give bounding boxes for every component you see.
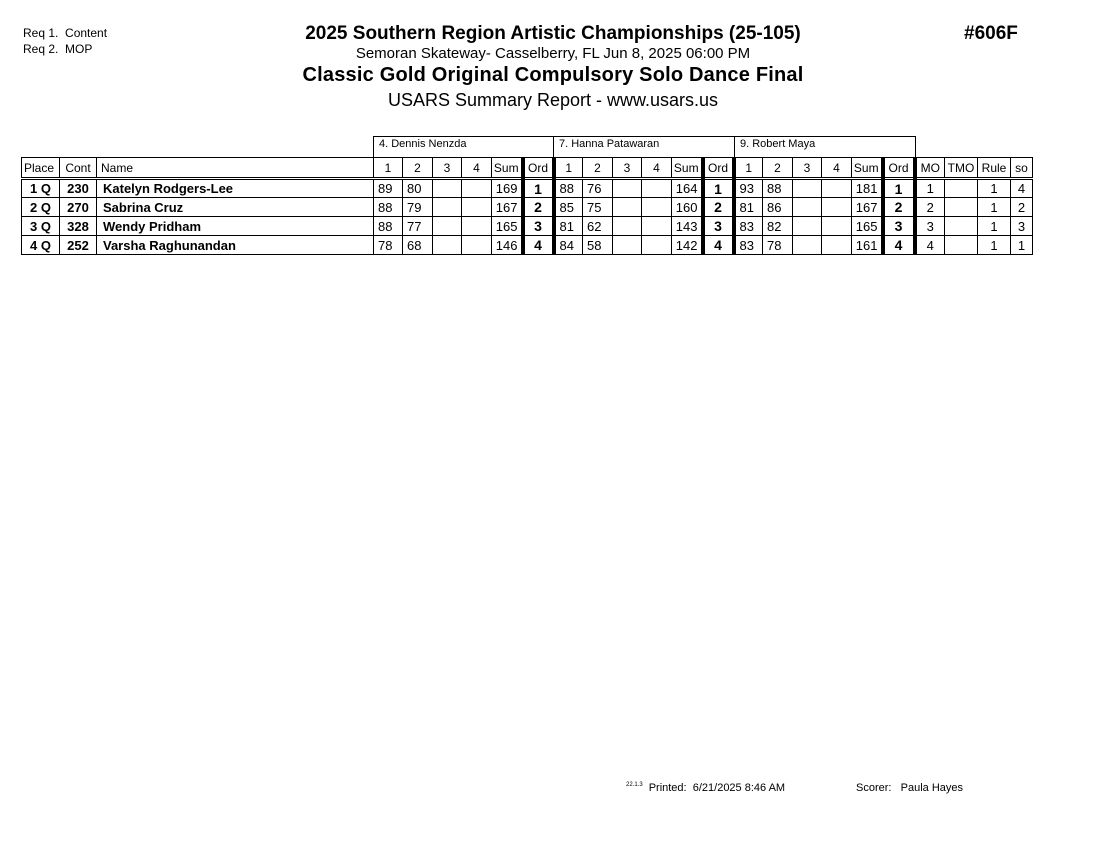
j3-score1: 83: [734, 217, 763, 236]
mo-cell: 2: [915, 198, 945, 217]
skater-name: Varsha Raghunandan: [97, 236, 374, 255]
col-place: Place: [22, 158, 60, 179]
j3-score3: [793, 179, 822, 198]
mo-cell: 1: [915, 179, 945, 198]
j1-score1: 88: [374, 217, 403, 236]
judge-name: 4. Dennis Nenzda: [379, 138, 467, 150]
tmo-cell: [945, 236, 978, 255]
j2-score2: 58: [583, 236, 613, 255]
results-table: [21, 157, 1033, 255]
col-j1-sum: Sum: [492, 158, 523, 179]
place-cell: 4 Q: [22, 236, 60, 255]
j3-sum: 181: [852, 179, 883, 198]
j1-score4: [462, 198, 492, 217]
j2-score3: [613, 217, 642, 236]
j3-ord: 4: [883, 236, 915, 255]
j2-sum: 143: [672, 217, 703, 236]
col-j2-score1: 1: [554, 158, 583, 179]
j1-score2: 77: [403, 217, 433, 236]
printed-label: Printed:: [648, 782, 687, 794]
cont-cell: 270: [60, 198, 97, 217]
so-cell: 1: [1011, 236, 1033, 255]
j1-score2: 68: [403, 236, 433, 255]
tmo-cell: [945, 198, 978, 217]
col-j3-score4: 4: [822, 158, 852, 179]
j1-ord: 2: [523, 198, 554, 217]
j1-ord: 3: [523, 217, 554, 236]
judge-name: 9. Robert Maya: [740, 138, 816, 150]
col-j3-score2: 2: [763, 158, 793, 179]
j3-score2: 88: [763, 179, 793, 198]
j3-ord: 2: [883, 198, 915, 217]
table-row: [22, 198, 1033, 217]
judge-name: 7. Hanna Patawaran: [559, 138, 660, 150]
j1-sum: 169: [492, 179, 523, 198]
j1-score3: [433, 179, 462, 198]
j3-score1: 81: [734, 198, 763, 217]
j2-score1: 85: [554, 198, 583, 217]
rule-cell: 1: [978, 179, 1011, 198]
j1-sum: 165: [492, 217, 523, 236]
place-cell: 3 Q: [22, 217, 60, 236]
col-tmo: TMO: [945, 158, 978, 179]
event-title: Classic Gold Original Compulsory Solo Dance Final: [302, 64, 804, 86]
col-j3-score1: 1: [734, 158, 763, 179]
printed-value: 6/21/2025 8:46 AM: [692, 782, 786, 794]
j3-score3: [793, 217, 822, 236]
col-j3-ord: Ord: [883, 158, 915, 179]
skater-name: Wendy Pridham: [97, 217, 374, 236]
printed-info: [626, 782, 785, 794]
col-j2-ord: Ord: [703, 158, 734, 179]
j2-score4: [642, 217, 672, 236]
j1-score2: 80: [403, 179, 433, 198]
so-cell: 3: [1011, 217, 1033, 236]
requirement-value: Content: [65, 26, 108, 40]
j3-score2: 78: [763, 236, 793, 255]
mo-cell: 4: [915, 236, 945, 255]
j3-score4: [822, 217, 852, 236]
column-header-row: [22, 158, 1033, 179]
j1-ord: 4: [523, 236, 554, 255]
j2-ord: 3: [703, 217, 734, 236]
j3-sum: 161: [852, 236, 883, 255]
col-cont: Cont: [60, 158, 97, 179]
j3-score4: [822, 236, 852, 255]
col-j3-sum: Sum: [852, 158, 883, 179]
scorer-label: Scorer:: [856, 782, 892, 794]
j3-sum: 165: [852, 217, 883, 236]
event-number: #606F: [964, 23, 1018, 44]
j2-sum: 164: [672, 179, 703, 198]
competition-title: 2025 Southern Region Artistic Championships (25-105): [305, 23, 801, 44]
table-row: [22, 217, 1033, 236]
col-name: Name: [97, 158, 374, 179]
j2-score3: [613, 179, 642, 198]
j2-score2: 75: [583, 198, 613, 217]
j2-ord: 1: [703, 179, 734, 198]
j2-ord: 2: [703, 198, 734, 217]
j1-sum: 146: [492, 236, 523, 255]
j3-ord: 1: [883, 179, 915, 198]
j1-score4: [462, 236, 492, 255]
skater-name: Katelyn Rodgers-Lee: [97, 179, 374, 198]
j2-score2: 62: [583, 217, 613, 236]
j1-score3: [433, 198, 462, 217]
col-so: so: [1011, 158, 1033, 179]
j1-score2: 79: [403, 198, 433, 217]
j3-score2: 82: [763, 217, 793, 236]
rule-cell: 1: [978, 236, 1011, 255]
tmo-cell: [945, 217, 978, 236]
version-code: 22.1.3: [626, 782, 643, 789]
j3-ord: 3: [883, 217, 915, 236]
table-row: [22, 236, 1033, 255]
j3-sum: 167: [852, 198, 883, 217]
table-row: [22, 179, 1033, 198]
cont-cell: 230: [60, 179, 97, 198]
scorer-value: Paula Hayes: [900, 782, 964, 794]
j1-score3: [433, 217, 462, 236]
j2-score4: [642, 236, 672, 255]
j2-score3: [613, 198, 642, 217]
scorer-info: [856, 782, 963, 794]
venue-line: Semoran Skateway- Casselberry, FL Jun 8, 2025 06:00 PM: [355, 45, 751, 62]
col-j2-score3: 3: [613, 158, 642, 179]
col-j2-sum: Sum: [672, 158, 703, 179]
j2-score4: [642, 198, 672, 217]
col-j2-score4: 4: [642, 158, 672, 179]
j2-score3: [613, 236, 642, 255]
j3-score2: 86: [763, 198, 793, 217]
j1-ord: 1: [523, 179, 554, 198]
j3-score4: [822, 179, 852, 198]
j2-ord: 4: [703, 236, 734, 255]
tmo-cell: [945, 179, 978, 198]
place-cell: 1 Q: [22, 179, 60, 198]
j2-sum: 160: [672, 198, 703, 217]
col-rule: Rule: [978, 158, 1011, 179]
judge-header-2: [553, 136, 735, 157]
j2-score4: [642, 179, 672, 198]
j2-score1: 84: [554, 236, 583, 255]
j3-score3: [793, 198, 822, 217]
skater-name: Sabrina Cruz: [97, 198, 374, 217]
j3-score1: 93: [734, 179, 763, 198]
col-j1-score4: 4: [462, 158, 492, 179]
report-title: USARS Summary Report - www.usars.us: [387, 90, 719, 110]
col-mo: MO: [915, 158, 945, 179]
j1-sum: 167: [492, 198, 523, 217]
so-cell: 4: [1011, 179, 1033, 198]
j1-score3: [433, 236, 462, 255]
j2-score2: 76: [583, 179, 613, 198]
col-j3-score3: 3: [793, 158, 822, 179]
requirement-label: Req 2.: [23, 42, 59, 56]
j2-sum: 142: [672, 236, 703, 255]
j3-score3: [793, 236, 822, 255]
col-j1-score3: 3: [433, 158, 462, 179]
requirement-label: Req 1.: [23, 26, 59, 40]
col-j2-score2: 2: [583, 158, 613, 179]
j1-score4: [462, 217, 492, 236]
j2-score1: 88: [554, 179, 583, 198]
place-cell: 2 Q: [22, 198, 60, 217]
j1-score1: 89: [374, 179, 403, 198]
col-j1-score2: 2: [403, 158, 433, 179]
j1-score4: [462, 179, 492, 198]
cont-cell: 328: [60, 217, 97, 236]
mo-cell: 3: [915, 217, 945, 236]
j2-score1: 81: [554, 217, 583, 236]
col-j1-ord: Ord: [523, 158, 554, 179]
requirement-value: MOP: [65, 42, 93, 56]
so-cell: 2: [1011, 198, 1033, 217]
judge-header-1: [373, 136, 554, 157]
j1-score1: 78: [374, 236, 403, 255]
rule-cell: 1: [978, 198, 1011, 217]
j3-score4: [822, 198, 852, 217]
col-j1-score1: 1: [374, 158, 403, 179]
judge-header-3: [734, 136, 916, 157]
rule-cell: 1: [978, 217, 1011, 236]
j1-score1: 88: [374, 198, 403, 217]
cont-cell: 252: [60, 236, 97, 255]
j3-score1: 83: [734, 236, 763, 255]
